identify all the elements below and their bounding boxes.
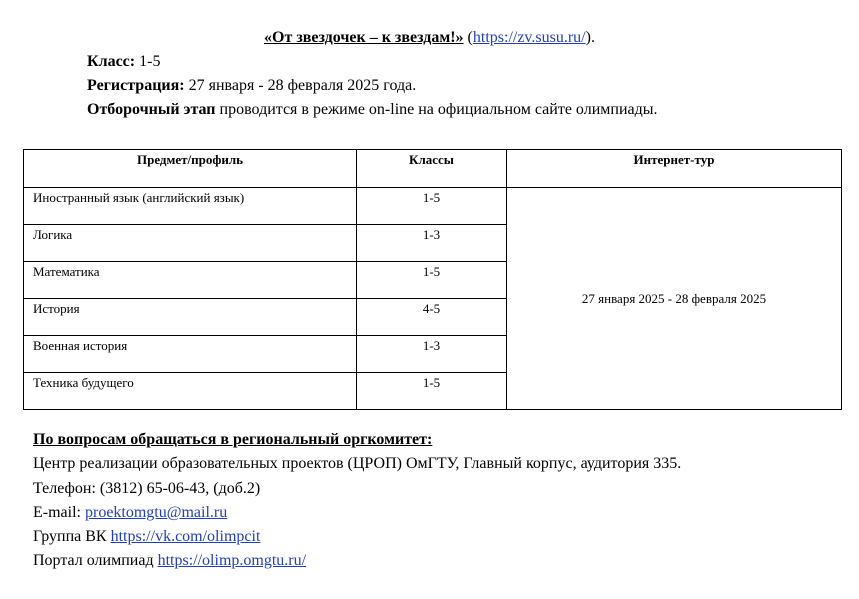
class-label: Класс: [87,53,136,70]
column-header-subject: Предмет/профиль [24,150,357,188]
table-row [24,188,842,225]
stage-label: Отборочный этап [87,101,216,118]
table-header-row [24,150,842,188]
olympiad-link[interactable]: https://zv.susu.ru/ [472,29,586,46]
internet-tour-cell: 27 января 2025 - 28 февраля 2025 [507,188,842,410]
subjects-table [23,149,842,410]
portal-link[interactable]: https://olimp.omgtu.ru/ [157,552,307,570]
vk-link[interactable]: https://vk.com/olimpcit [110,528,261,546]
subject-cell: История [24,299,357,336]
vk-label: Группа ВК [33,528,107,546]
registration-line [87,76,416,96]
column-header-internet-tour: Интернет-тур [507,150,842,188]
classes-cell: 1-5 [357,373,507,410]
contacts-heading: По вопросам обращаться в региональный оргкомитет: [33,431,433,448]
contacts-center: Центр реализации образовательных проектов (ЦРОП) ОмГТУ, Главный корпус, аудитория 335. [33,455,682,473]
classes-cell: 1-3 [357,225,507,262]
olympiad-name: «От звездочек – к звездам!» [264,29,464,46]
class-line [87,52,160,72]
contacts-email-line [33,501,681,525]
stage-line [87,100,658,120]
registration-label: Регистрация: [87,77,185,94]
contacts-vk-line [33,525,681,549]
registration-value: 27 января - 28 февраля 2025 года. [188,77,417,94]
contacts-phone: Телефон: (3812) 65-06-43, (доб.2) [33,479,261,497]
class-value: 1-5 [139,53,161,70]
subject-cell: Техника будущего [24,373,357,410]
subject-cell: Логика [24,225,357,262]
portal-label: Портал олимпиад [33,552,154,570]
classes-cell: 4-5 [357,299,507,336]
classes-cell: 1-5 [357,188,507,225]
subject-cell: Иностранный язык (английский язык) [24,188,357,225]
subject-cell: Военная история [24,336,357,373]
open-paren: ( [467,29,473,46]
classes-cell: 1-5 [357,262,507,299]
stage-value: проводится в режиме on-line на официальном сайте олимпиады. [219,101,658,118]
column-header-classes: Классы [357,150,507,188]
contacts-block [33,428,681,574]
contacts-portal-line [33,549,681,573]
classes-cell: 1-3 [357,336,507,373]
olympiad-title [0,28,859,48]
subject-cell: Математика [24,262,357,299]
email-label: E-mail: [33,503,81,521]
email-link[interactable]: proektomgtu@mail.ru [84,503,228,521]
close-paren: ). [585,29,595,46]
